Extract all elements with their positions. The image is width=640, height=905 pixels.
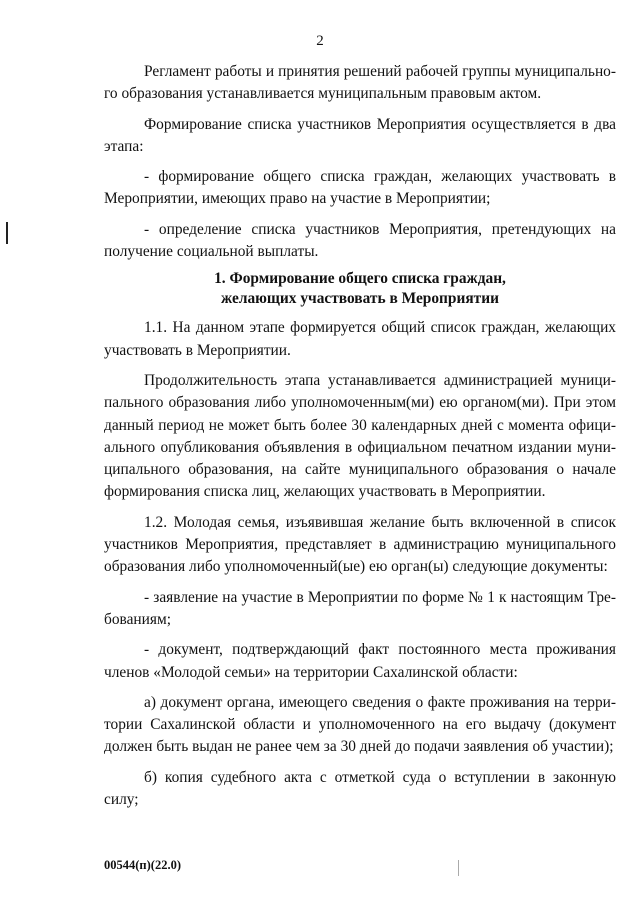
text-line: должен быть выдан не ранее чем за 30 дней до подачи заявления об участии); bbox=[104, 738, 614, 756]
paragraph-1-2 bbox=[104, 512, 616, 579]
text-line: образования либо уполномоченный(ые) ею орган(ы) следующие документы: bbox=[104, 558, 608, 576]
text-line: го образования устанавливается муниципальным правовым актом. bbox=[104, 85, 542, 103]
text-line: - формирование общего списка граждан, желающих участвовать в bbox=[144, 168, 616, 186]
text-line: формирования списка лиц, желающих участвовать в Мероприятии. bbox=[104, 483, 546, 501]
text-line: участников Мероприятия, представляет в администрацию муниципального bbox=[104, 536, 616, 554]
text-line: данный период не может быть более 30 календарных дней с момента офици- bbox=[104, 416, 616, 434]
text-line: силу; bbox=[104, 791, 139, 809]
heading-line: 1. Формирование общего списка граждан, bbox=[214, 270, 506, 288]
text-line: бованиям; bbox=[104, 610, 171, 628]
text-line: тории Сахалинской области и уполномоченного на его выдачу (документ bbox=[104, 716, 616, 734]
text-line: - заявление на участие в Мероприятии по форме № 1 к настоящим Тре- bbox=[144, 588, 616, 606]
text-line: - документ, подтверждающий факт постоянного места проживания bbox=[144, 641, 616, 659]
paragraph-duration bbox=[104, 370, 616, 504]
list-item-stage-1 bbox=[104, 166, 616, 211]
text-line: 1.1. На данном этапе формируется общий список граждан, желающих bbox=[144, 319, 616, 337]
text-line: 1.2. Молодая семья, изъявившая желание быть включенной в список bbox=[144, 513, 616, 531]
list-item-residence-document bbox=[104, 639, 616, 684]
text-line: членов «Молодой семьи» на территории Сахалинской области: bbox=[104, 663, 518, 681]
list-item-application bbox=[104, 587, 616, 632]
paragraph-regulation bbox=[104, 61, 616, 106]
heading-line: желающих участвовать в Мероприятии bbox=[221, 290, 499, 308]
text-line: Формирование списка участников Мероприятия осуществляется в два bbox=[144, 115, 616, 133]
list-item-stage-2 bbox=[104, 219, 616, 264]
subitem-b bbox=[104, 767, 616, 812]
text-line: получение социальной выплаты. bbox=[104, 243, 319, 261]
text-line: пального образования либо уполномоченным(ми) ею органом(ми). При этом bbox=[104, 394, 616, 412]
text-line: этапа: bbox=[104, 137, 144, 155]
text-line: б) копия судебного акта с отметкой суда о вступлении в законную bbox=[144, 768, 616, 786]
text-line: ального опубликования объявления в официальном печатном издании муни- bbox=[104, 438, 616, 456]
scan-artifact-mark bbox=[458, 860, 459, 876]
scan-margin-mark bbox=[6, 222, 8, 244]
text-line: Регламент работы и принятия решений рабочей группы муниципально- bbox=[144, 63, 616, 80]
text-line: - определение списка участников Мероприятия, претендующих на bbox=[144, 220, 616, 238]
document-body bbox=[104, 61, 616, 811]
text-line: ципального образования, на сайте муниципального образования о начале bbox=[104, 461, 616, 479]
text-line: участвовать в Мероприятии. bbox=[104, 341, 291, 359]
text-line: Продолжительность этапа устанавливается администрацией муници- bbox=[144, 371, 616, 389]
section-heading bbox=[104, 269, 616, 309]
subitem-a bbox=[104, 692, 616, 759]
document-code: 00544(п)(22.0) bbox=[104, 858, 181, 872]
paragraph-1-1 bbox=[104, 317, 616, 362]
text-line: а) документ органа, имеющего сведения о факте проживания на терри- bbox=[144, 693, 616, 711]
paragraph-stages-intro bbox=[104, 114, 616, 159]
text-line: Мероприятии, имеющих право на участие в Мероприятии; bbox=[104, 190, 491, 208]
page-number: 2 bbox=[316, 33, 324, 49]
